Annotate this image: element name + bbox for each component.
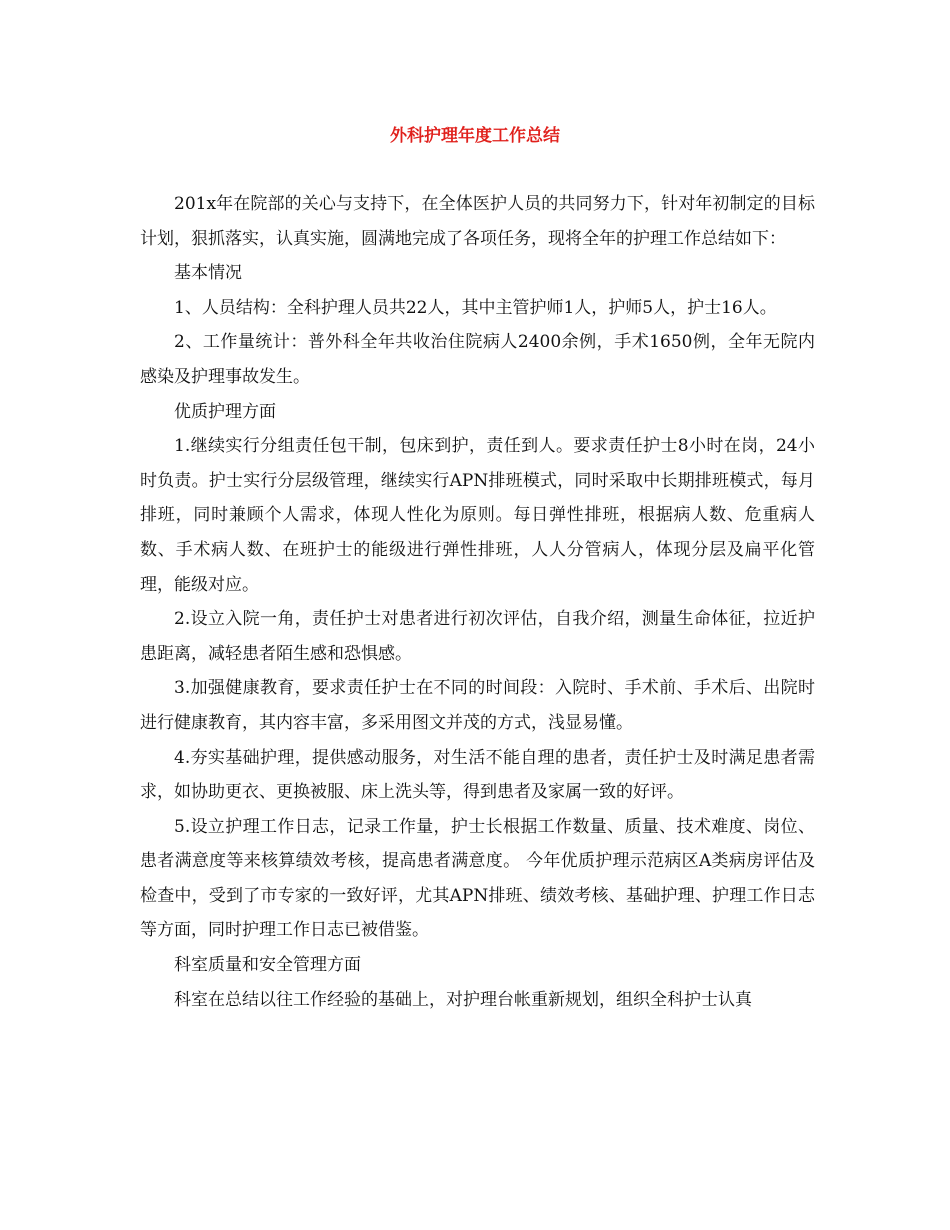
section-heading-quality-care: 优质护理方面 <box>174 401 276 422</box>
paragraph-care-2: 2.设立入院一角，责任护士对患者进行初次评估，自我介绍，测量生命体征，拉近护患距离，减轻患者陌生感和恐惧感。 <box>140 609 815 664</box>
paragraph-care-4: 4.夯实基础护理，提供感动服务，对生活不能自理的患者，责任护士及时满足患者需求，如协助更衣、更换被服、床上洗头等，得到患者及家属一致的好评。 <box>140 747 815 803</box>
paragraph-care-1: 1.继续实行分组责任包干制，包床到护，责任到人。要求责任护士8小时在岗，24小时负责。护士实行分层级管理，继续实行APN排班模式，同时采取中长期排班模式，每月排班，同时兼顾个人需求，体现人性化为原则。每日弹性排班，根据病人数、危重病人数、手术病人数、在班护士的能级进行弹性排班，人人分管病人，体现分层及扁平化管理，能级对应。 <box>140 436 815 595</box>
section-heading-basic: 基本情况 <box>174 263 242 284</box>
paragraph-care-5: 5.设立护理工作日志，记录工作量，护士长根据工作数量、质量、技术难度、岗位、患者满意度等来核算绩效考核，提高患者满意度。 今年优质护理示范病区A类病房评估及检查中，受到了市专家的一致好评，尤其APN排班、绩效考核、基础护理、护理工作日志等方面，同时护理工作日志已被借鉴。 <box>140 816 815 941</box>
paragraph-staff-structure: 1、人员结构：全科护理人员共22人，其中主管护师1人，护师5人，护士16人。 <box>174 297 777 318</box>
paragraph-safety-1: 科室在总结以往工作经验的基础上，对护理台帐重新规划，组织全科护士认真 <box>174 989 752 1010</box>
paragraph-workload: 2、工作量统计：普外科全年共收治住院病人2400余例，手术1650例，全年无院内感染及护理事故发生。 <box>140 332 815 387</box>
document-title: 外科护理年度工作总结 <box>390 126 560 146</box>
document-body <box>140 187 815 1017</box>
section-heading-safety: 科室质量和安全管理方面 <box>174 955 361 976</box>
paragraph-intro: 201x年在院部的关心与支持下，在全体医护人员的共同努力下，针对年初制定的目标计划，狠抓落实，认真实施，圆满地完成了各项任务，现将全年的护理工作总结如下： <box>140 194 815 249</box>
paragraph-care-3: 3.加强健康教育，要求责任护士在不同的时间段：入院时、手术前、手术后、出院时进行健康教育，其内容丰富，多采用图文并茂的方式，浅显易懂。 <box>140 678 815 733</box>
